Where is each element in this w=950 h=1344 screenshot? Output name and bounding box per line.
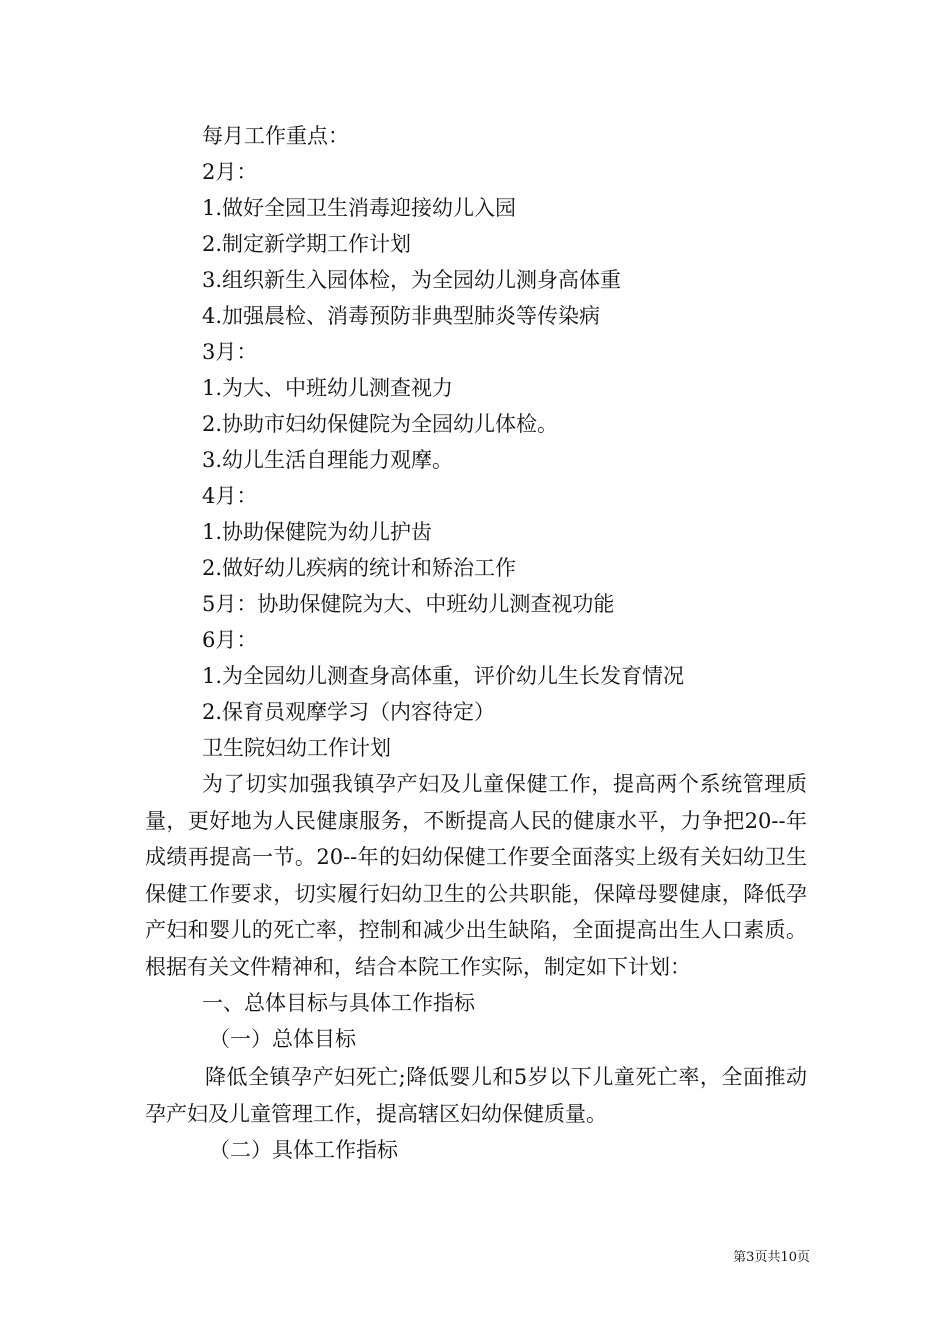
text-line: 1.为全园幼儿测查身高体重，评价幼儿生长发育情况 (202, 664, 685, 688)
text-line: 4.加强晨检、消毒预防非典型肺炎等传染病 (202, 304, 601, 328)
section-title: 卫生院妇幼工作计划 (202, 736, 391, 760)
text-line: 2.制定新学期工作计划 (202, 232, 412, 256)
text-line: 3.幼儿生活自理能力观摩。 (202, 448, 454, 472)
text-line: 每月工作重点： (202, 124, 349, 148)
heading-general-goal: （一）总体目标 (209, 1027, 356, 1051)
text-line: 1.为大、中班幼儿测查视力 (202, 376, 454, 400)
intro-paragraph: 为了切实加强我镇孕产妇及儿童保健工作，提高两个系统管理质量，更好地为人民健康服务，不断提高人民的健康水平，力争把20--年成绩再提高一节。20--年的妇幼保健工作要全面落实上级有关妇幼卫生保健工作要求，切实履行妇幼卫生的公共职能，保障母婴健康，降低孕产妇和婴儿的死亡率，控制和减少出生缺陷，全面提高出生人口素质。根据有关文件精神和，结合本院工作实际，制定如下计划： (145, 772, 807, 979)
text-line: 1.做好全园卫生消毒迎接幼儿入园 (202, 196, 517, 220)
heading-overall-goals: 一、总体目标与具体工作指标 (202, 991, 475, 1015)
text-line: 2.协助市妇幼保健院为全园幼儿体检。 (202, 412, 559, 436)
text-line: 2.保育员观摩学习（内容待定） (202, 700, 496, 724)
text-line: 3月： (202, 340, 258, 364)
text-line: 5月：协助保健院为大、中班幼儿测查视功能 (202, 592, 615, 616)
text-line: 3.组织新生入园体检，为全园幼儿测身高体重 (202, 268, 622, 292)
text-line: 2.做好幼儿疾病的统计和矫治工作 (202, 556, 517, 580)
text-line: 6月： (202, 628, 258, 652)
page-number: 第3页共10页 (733, 1250, 810, 1265)
document-body (145, 118, 807, 1168)
heading-specific-indicators: （二）具体工作指标 (209, 1138, 398, 1162)
text-line: 1.协助保健院为幼儿护齿 (202, 520, 433, 544)
text-line: 4月： (202, 484, 258, 508)
goal-paragraph: 降低全镇孕产妇死亡;降低婴儿和5岁以下儿童死亡率，全面推动孕产妇及儿童管理工作，提高辖区妇幼保健质量。 (145, 1065, 807, 1126)
text-line: 2月： (202, 160, 258, 184)
